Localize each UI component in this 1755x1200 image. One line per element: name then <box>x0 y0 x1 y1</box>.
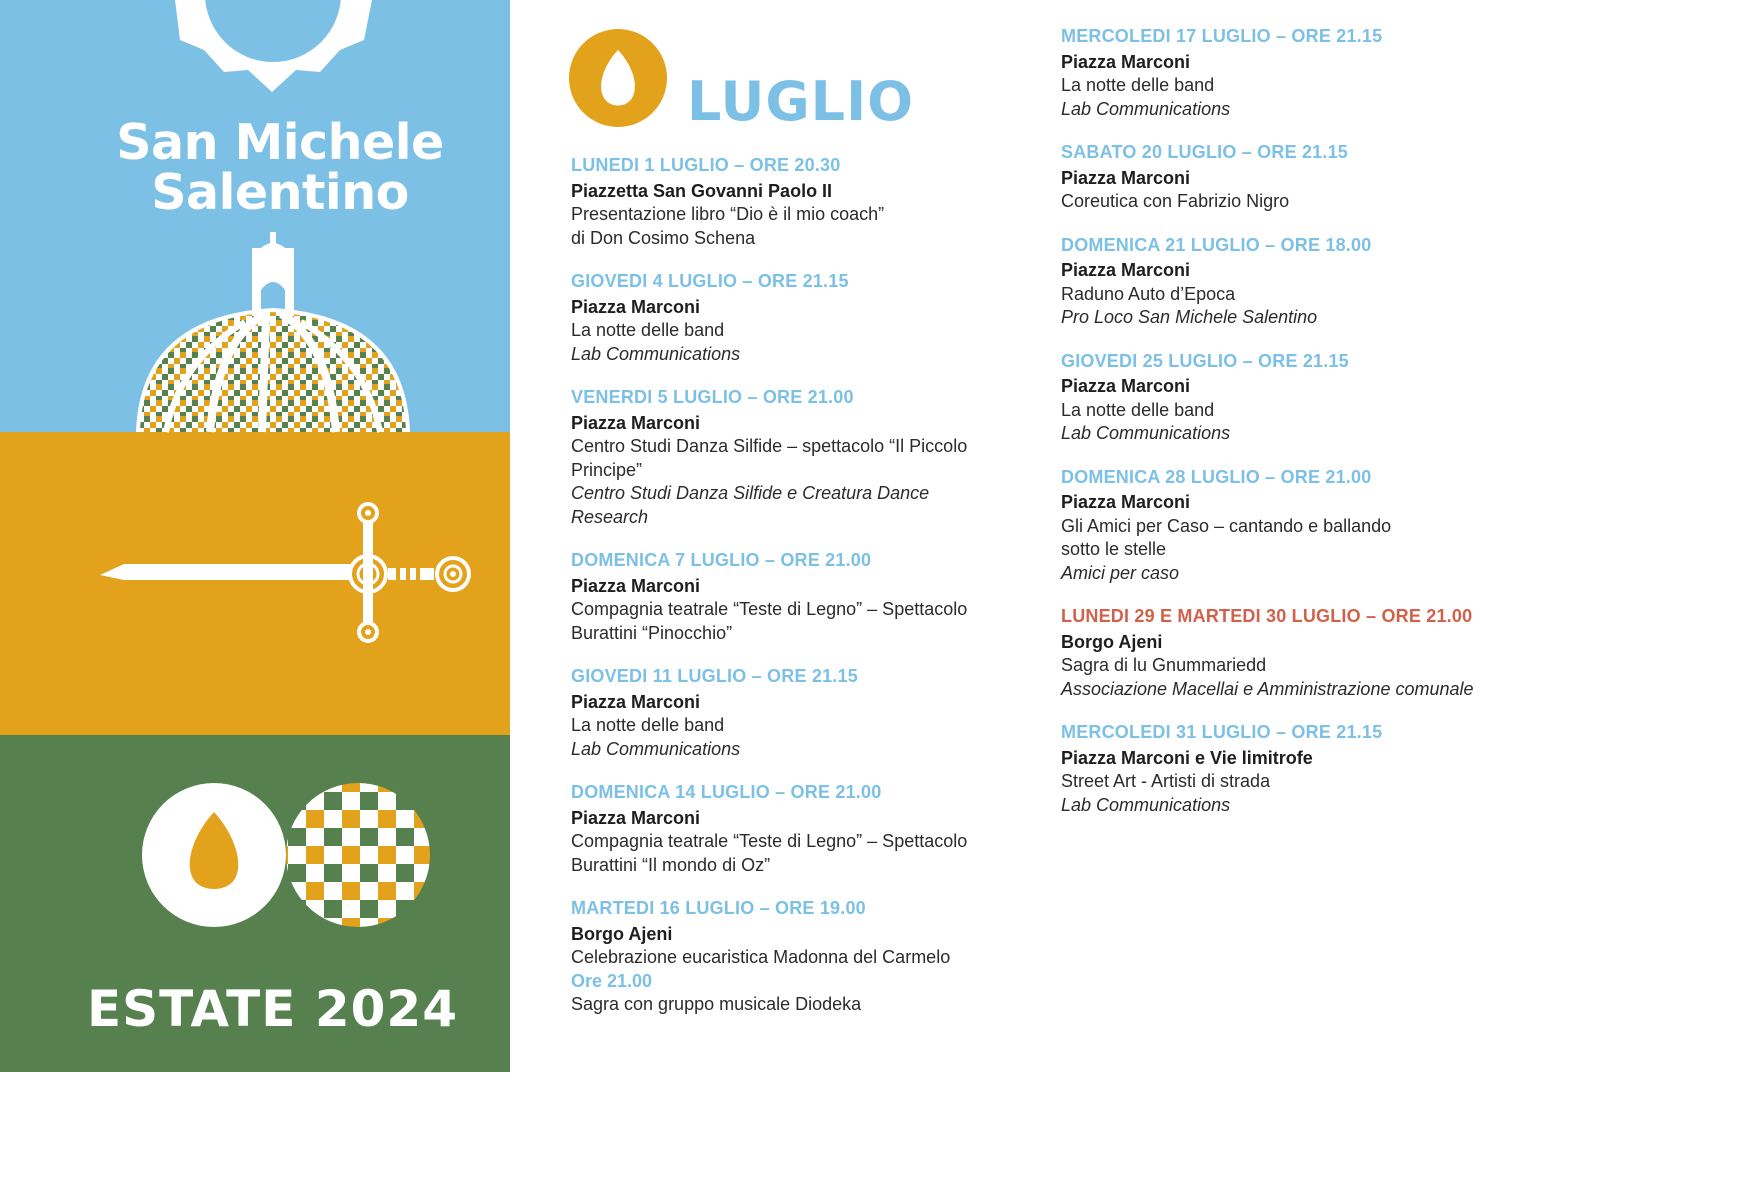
poster-year-label: ESTATE 2024 <box>86 980 459 1038</box>
event-organizer: Lab Communications <box>1061 98 1231 119</box>
event-date: VENERDI 5 LUGLIO – ORE 21.00 <box>571 387 854 407</box>
event-description: La notte delle band <box>571 320 725 340</box>
event-description: Presentazione libro “Dio è il mio coach” <box>571 204 885 224</box>
poster-title-line2: Salentino <box>151 164 409 221</box>
poster-title-line1: San Michele <box>116 114 444 171</box>
event-organizer: Lab Communications <box>571 343 741 364</box>
event-block <box>571 897 1011 1017</box>
event-description: La notte delle band <box>1061 399 1215 420</box>
poster-title <box>0 114 510 221</box>
event-date: DOMENICA 28 LUGLIO – ORE 21.00 <box>1061 466 1372 487</box>
event-date: MARTEDI 16 LUGLIO – ORE 19.00 <box>571 898 866 918</box>
poster-panel <box>0 0 510 1072</box>
sword-icon <box>100 504 469 641</box>
events-column-right <box>1061 25 1531 837</box>
event-date: MERCOLEDI 17 LUGLIO – ORE 21.15 <box>1061 26 1383 46</box>
event-date: GIOVEDI 11 LUGLIO – ORE 21.15 <box>571 666 858 686</box>
event-venue: Piazza Marconi <box>571 296 701 317</box>
event-date: DOMENICA 7 LUGLIO – ORE 21.00 <box>571 550 872 570</box>
event-venue: Piazza Marconi <box>1061 51 1191 72</box>
sun-icon <box>175 0 372 92</box>
almond-circle-icon <box>142 783 286 927</box>
event-venue: Piazza Marconi <box>1061 260 1191 280</box>
event-organizer: Lab Communications <box>1061 794 1231 815</box>
event-block <box>571 665 1011 761</box>
event-venue: Piazza Marconi <box>571 691 701 712</box>
event-description: Street Art - Artisti di strada <box>1061 771 1271 791</box>
event-date: DOMENICA 14 LUGLIO – ORE 21.00 <box>571 782 882 802</box>
event-description: Compagnia teatrale “Teste di Legno” – Spettacolo <box>571 599 968 619</box>
month-title: LUGLIO <box>687 70 915 133</box>
event-description: sotto le stelle <box>1061 539 1167 559</box>
event-date: MERCOLEDI 31 LUGLIO – ORE 21.15 <box>1061 722 1383 742</box>
event-description: Burattini “Pinocchio” <box>571 622 733 643</box>
event-organizer: Associazione Macellai e Amministrazione comunale <box>1061 678 1474 699</box>
event-description: Burattini “Il mondo di Oz” <box>571 854 771 875</box>
event-block <box>571 270 1011 366</box>
event-organizer: Amici per caso <box>1061 562 1180 583</box>
event-description: Compagnia teatrale “Teste di Legno” – Spettacolo <box>571 831 968 851</box>
checkered-circle-icon <box>286 783 430 927</box>
events-column-left <box>571 154 1011 1037</box>
event-venue: Piazza Marconi <box>1061 376 1191 396</box>
event-date: GIOVEDI 4 LUGLIO – ORE 21.15 <box>571 271 849 291</box>
event-organizer: Lab Communications <box>1061 423 1231 443</box>
event-organizer: Centro Studi Danza Silfide e Creatura Dance Research <box>571 483 930 527</box>
event-date: LUNEDI 29 E MARTEDI 30 LUGLIO – ORE 21.00 <box>1061 606 1473 626</box>
event-date: SABATO 20 LUGLIO – ORE 21.15 <box>1061 142 1349 162</box>
dome-icon <box>138 232 408 432</box>
event-venue: Piazza Marconi e Vie limitrofe <box>1061 747 1313 768</box>
event-description: di Don Cosimo Schena <box>571 227 756 248</box>
event-block <box>571 781 1011 877</box>
event-description: Coreutica con Fabrizio Nigro <box>1061 191 1290 211</box>
event-organizer: Pro Loco San Michele Salentino <box>1061 307 1318 327</box>
event-block <box>1061 605 1531 701</box>
event-block <box>1061 721 1531 817</box>
almond-badge-icon <box>569 28 669 128</box>
event-block <box>1061 234 1531 330</box>
event-block <box>1061 25 1531 121</box>
event-description: Celebrazione eucaristica Madonna del Carmelo <box>571 947 951 967</box>
event-description: Sagra di lu Gnummariedd <box>1061 655 1267 675</box>
event-organizer: Lab Communications <box>571 738 741 759</box>
event-venue: Piazza Marconi <box>571 412 701 433</box>
event-description: Gli Amici per Caso – cantando e ballando <box>1061 515 1392 536</box>
event-venue: Borgo Ajeni <box>1061 631 1163 652</box>
event-description: Centro Studi Danza Silfide – spettacolo “Il Piccolo Principe” <box>571 436 968 480</box>
event-block <box>1061 141 1531 214</box>
event-venue: Borgo Ajeni <box>571 923 673 944</box>
event-date: LUNEDI 1 LUGLIO – ORE 20.30 <box>571 155 841 175</box>
event-description: Sagra con gruppo musicale Diodeka <box>571 994 862 1014</box>
event-venue: Piazza Marconi <box>1061 167 1191 188</box>
event-description: La notte delle band <box>571 715 725 735</box>
event-block <box>571 154 1011 250</box>
event-block <box>571 549 1011 645</box>
event-venue: Piazza Marconi <box>1061 492 1191 512</box>
event-date: GIOVEDI 25 LUGLIO – ORE 21.15 <box>1061 350 1349 371</box>
event-block <box>1061 466 1531 586</box>
event-block <box>571 386 1011 529</box>
event-date: DOMENICA 21 LUGLIO – ORE 18.00 <box>1061 234 1372 255</box>
event-description: La notte delle band <box>1061 75 1215 95</box>
event-venue: Piazzetta San Govanni Paolo II <box>571 180 833 201</box>
event-second-time: Ore 21.00 <box>571 970 653 991</box>
event-description: Raduno Auto d’Epoca <box>1061 283 1236 304</box>
event-venue: Piazza Marconi <box>571 575 701 596</box>
event-venue: Piazza Marconi <box>571 807 701 828</box>
event-block <box>1061 350 1531 446</box>
